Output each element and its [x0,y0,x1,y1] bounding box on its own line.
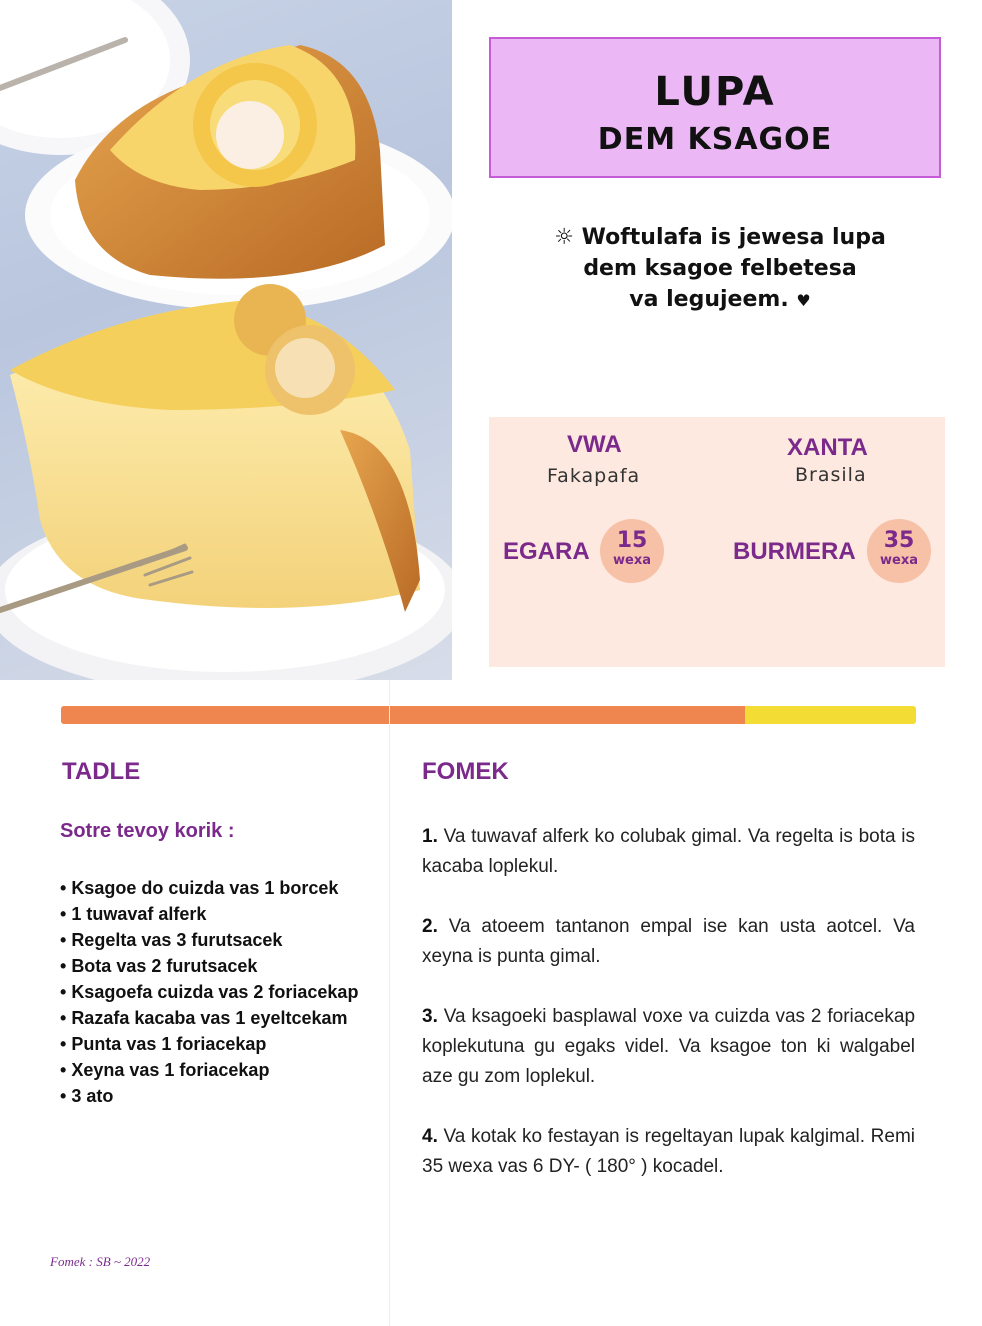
cake-illustration [0,0,452,680]
ingredient-item: • Ksagoe do cuizda vas 1 borcek [60,875,358,901]
method-step [422,822,915,882]
ingredient-item: • Xeyna vas 1 foriacekap [60,1057,358,1083]
step-text: Va atoeem tantanon empal ise kan usta aotcel. Va xeyna is punta gimal. [422,916,915,967]
egara-number: 15 [616,528,648,553]
step-number: 4. [422,1126,438,1147]
divider-bar [61,706,916,724]
ingredients-heading: TADLE [62,758,141,785]
step-text: Va tuwavaf alferk ko colubak gimal. Va regelta is bota is kacaba loplekul. [422,826,915,877]
ingredient-item: • Punta vas 1 foriacekap [60,1031,358,1057]
ingredient-item: • 1 tuwavaf alferk [60,901,358,927]
recipe-info-panel [489,417,945,667]
step-number: 1. [422,826,438,847]
step-text: Va ksagoeki basplawal voxe va cuizda vas 2 foriacekap koplekutuna gu egaks videl. Va ksagoe ton ki walgabel aze gu zom loplekul. [422,1006,916,1087]
burmera-label: BURMERA [733,538,856,565]
ingredient-item: • Ksagoefa cuizda vas 2 foriacekap [60,979,358,1005]
recipe-subtitle: DEM KSAGOE [597,122,833,157]
method-steps [422,822,915,1212]
burmera-unit: wexa [880,553,918,568]
step-number: 2. [422,916,438,937]
ingredients-subheading: Sotre tevoy korik : [60,820,235,842]
burmera-number: 35 [883,528,915,553]
intro-line-1: ☼ Woftulafa is jewesa lupa [554,225,886,250]
cake-photo [0,0,452,680]
ingredient-item: • Bota vas 2 furutsacek [60,953,358,979]
ingredient-item: • 3 ato [60,1083,358,1109]
vwa-label: VWA [567,431,622,458]
method-step [422,1122,915,1182]
heart-icon: ♥ [796,291,811,310]
vwa-value: Fakapafa [547,465,641,487]
xanta-label: XANTA [787,434,868,461]
method-step [422,1002,915,1092]
recipe-title: LUPA [654,69,776,115]
column-divider [389,680,390,1326]
intro-line-2: dem ksagoe felbetesa [583,256,857,281]
intro-line-3: va legujeem. ♥ [629,287,811,312]
footer-credit: Fomek : SB ~ 2022 [50,1254,151,1269]
method-heading: FOMEK [422,758,509,785]
egara-badge [600,519,664,583]
ingredient-item: • Razafa kacaba vas 1 eyeltcekam [60,1005,358,1031]
step-text: Va kotak ko festayan is regeltayan lupak kalgimal. Remi 35 wexa vas 6 DY- ( 180° ) kocadel. [422,1126,916,1177]
burmera-badge [867,519,931,583]
xanta-value: Brasila [795,464,867,486]
egara-unit: wexa [613,553,651,568]
ingredient-item: • Regelta vas 3 furutsacek [60,927,358,953]
ingredients-list [60,875,358,1109]
sun-icon: ☼ [554,225,574,250]
intro-text [520,222,920,316]
egara-label: EGARA [503,538,590,565]
method-step [422,912,915,972]
step-number: 3. [422,1006,438,1027]
divider-bar-fill [61,706,745,724]
title-box [489,37,941,178]
